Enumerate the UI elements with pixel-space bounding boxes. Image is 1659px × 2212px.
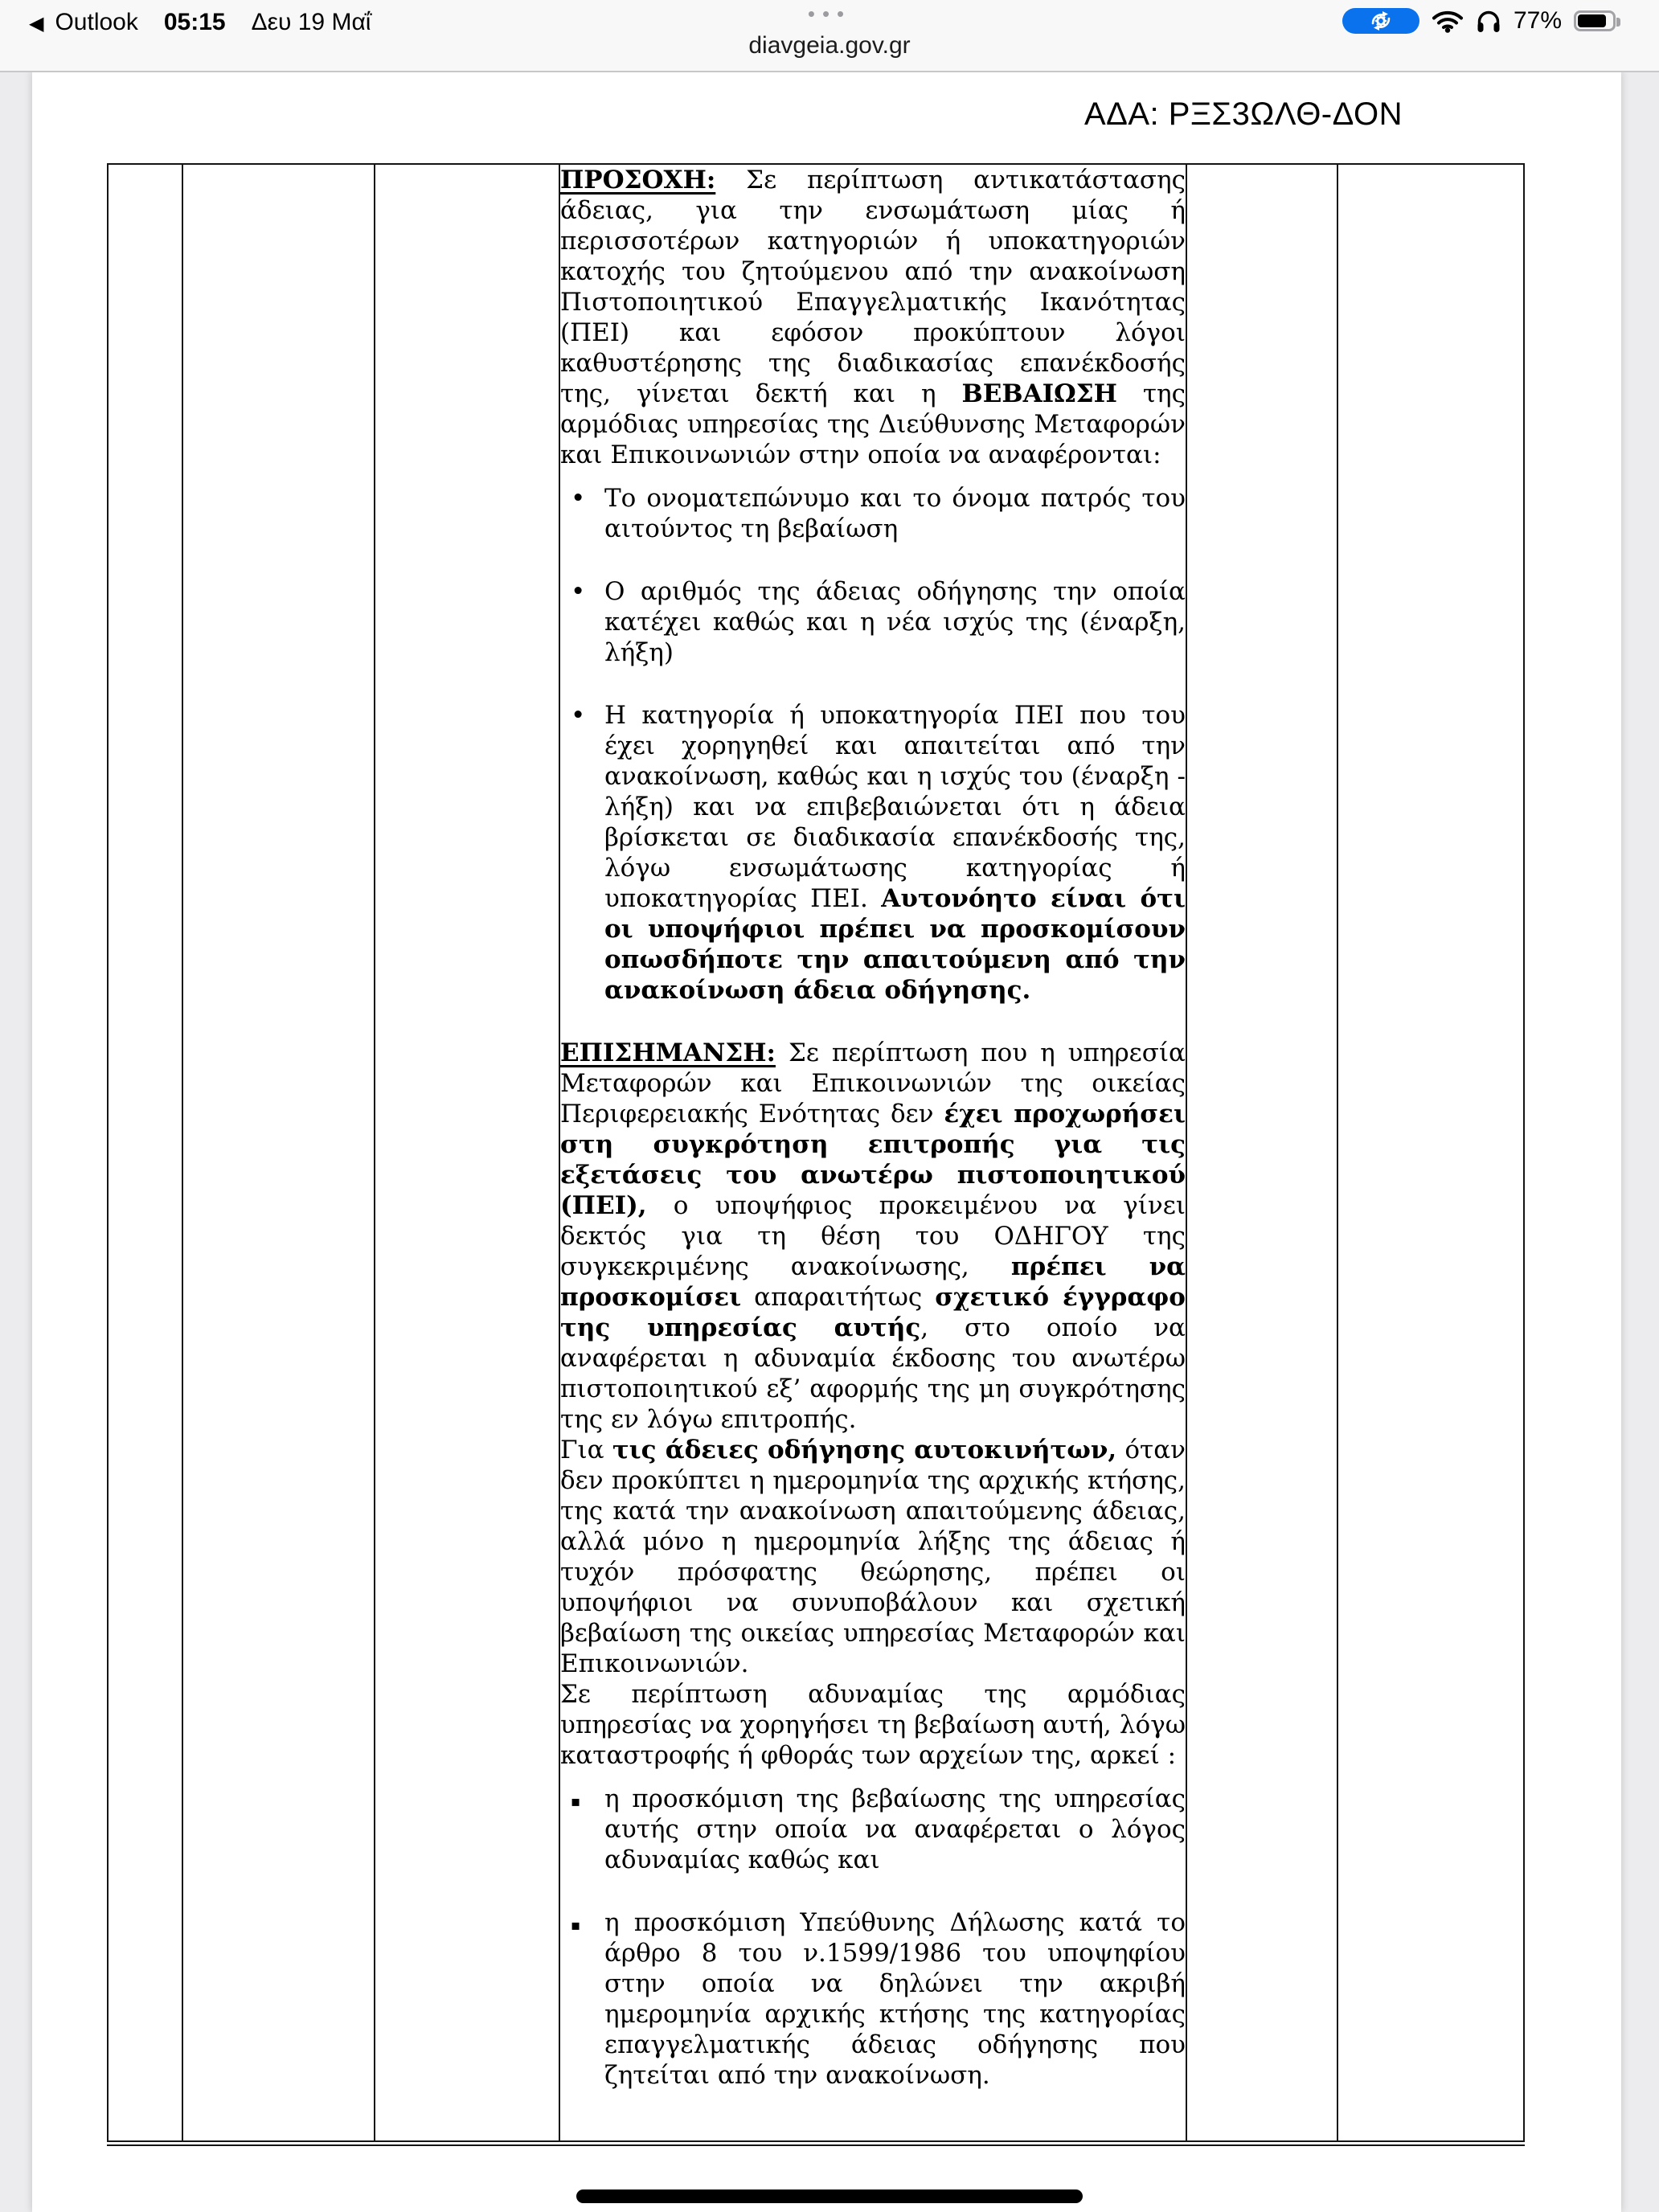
text-segment: Σε περίπτωση αδυναμίας της αρμόδιας υπηρεσίας να χορηγήσει τη βεβαίωση αυτή, λόγω καταστροφής ή φθοράς των αρχείων της, αρκεί :	[560, 1680, 1186, 1770]
empty-cell	[108, 164, 182, 2143]
text-segment: Ο αριθμός της άδειας οδήγησης την οποία κατέχει καθώς και η νέα ισχύς της (έναρξη, λήξη)	[604, 577, 1186, 667]
text-segment: πρέπει να προσκομίσει	[560, 1252, 1186, 1312]
bullet-item	[560, 1907, 1186, 2091]
clock-time: 05:15	[163, 9, 226, 35]
paragraph	[560, 1679, 1186, 1771]
home-indicator[interactable]	[576, 2189, 1083, 2203]
battery-icon	[1574, 10, 1616, 31]
text-segment: έχει προχωρήσει στη συγκρότηση επιτροπής για τις εξετάσεις του ανωτέρω πιστοποιητικού (ΠΕΙ),	[560, 1100, 1186, 1220]
back-app-label: Outlook	[55, 9, 138, 35]
text-segment: η προσκόμιση Υπεύθυνης Δήλωσης κατά το άρθρο 8 του ν.1599/1986 του υποψηφίου στην οποία να δηλώνει την ακριβή ημερομηνία αρχικής κτήσης της κατηγορίας επαγγελματικής άδειας οδήγησης που ζητείται από την ανακοίνωση.	[604, 1908, 1186, 2090]
battery-nub	[1616, 18, 1620, 27]
document-table	[107, 163, 1525, 2146]
text-segment: της αρμόδιας υπηρεσίας της Διεύθυνσης Μεταφορών και Επικοινωνιών στην οποία να αναφέρονται:	[560, 379, 1186, 469]
bullet-marker-icon: •	[571, 701, 586, 730]
wifi-icon	[1432, 9, 1464, 33]
bullet-item	[560, 1784, 1186, 1875]
content-cell	[559, 164, 1186, 2143]
text-segment: ο υποψήφιος προκειμένου να γίνει δεκτός για τη θέση του ΟΔΗΓΟΥ της συγκεκριμένης ανακοίνωσης,	[560, 1191, 1186, 1281]
paragraph	[560, 165, 1186, 470]
pdf-page	[32, 71, 1621, 2212]
address-bar[interactable]: diavgeia.gov.gr	[748, 32, 911, 59]
empty-cell	[375, 164, 559, 2143]
text-segment: Για	[560, 1436, 612, 1464]
bullet-marker-icon: •	[571, 577, 586, 606]
text-segment: ΕΠΙΣΗΜΑΝΣΗ:	[560, 1038, 776, 1067]
text-segment: , στο οποίο να αναφέρεται η αδυναμία έκδοσης του ανωτέρω πιστοποιητικού εξ’ αφορμής της μη συγκρότησης της εν λόγω επιτροπής.	[560, 1313, 1186, 1434]
paragraph	[560, 1435, 1186, 1679]
back-icon: ◀	[29, 12, 44, 35]
text-segment: Η κατηγορία ή υποκατηγορία ΠΕΙ που του έχει χορηγηθεί και απαιτείται από την ανακοίνωση, καθώς και η ισχύς του (έναρξη - λήξη) και να επιβεβαιώνεται ότι η άδεια βρίσκεται σε διαδικασία επανέκδοσής της, λόγω ενσωμάτωσης κατηγορίας ή υποκατηγορίας ΠΕΙ.	[604, 701, 1186, 913]
text-segment: Αυτονόητο είναι ότι οι υποψήφιοι πρέπει να προσκομίσουν οπωσδήποτε την απαιτούμενη από την ανακοίνωση άδεια οδήγησης.	[604, 884, 1186, 1005]
back-to-app-button[interactable]	[29, 8, 371, 37]
text-segment: Σε περίπτωση που η υπηρεσία Μεταφορών και Επικοινωνιών της οικείας Περιφερειακής Ενότητας δεν	[560, 1038, 1186, 1129]
active-status-pill[interactable]	[1342, 8, 1419, 34]
bullet-item	[560, 576, 1186, 668]
text-segment: Σε περίπτωση αντικατάστασης άδειας, για την ενσωμάτωση μίας ή περισσοτέρων κατηγοριών ή υποκατηγοριών κατοχής του ζητούμενου από την ανακοίνωση Πιστοποιητικού Επαγγελματικής Ικανότητας (ΠΕΙ) και εφόσον προκύπτουν λόγοι καθυστέρησης της διαδικασίας επανέκδοσής της, γίνεται δεκτή και η	[560, 166, 1186, 408]
bullet-marker-icon: •	[571, 484, 586, 513]
text-segment: σχετικό έγγραφο της υπηρεσίας αυτής	[560, 1283, 1186, 1342]
bullet-item	[560, 483, 1186, 544]
status-date: Δευ 19 Μαΐ	[251, 9, 371, 35]
bullet-marker-icon: ▪	[571, 1793, 581, 1810]
headphones-icon	[1476, 8, 1501, 34]
table-row	[108, 164, 1524, 2143]
status-icons	[1342, 6, 1616, 35]
empty-cell	[1337, 164, 1524, 2143]
bullet-marker-icon: ▪	[571, 1917, 581, 1934]
browser-chrome	[0, 0, 1659, 72]
bullet-item	[560, 700, 1186, 1006]
text-segment: Το ονοματεπώνυμο και το όνομα πατρός του αιτούντος τη βεβαίωση	[604, 484, 1186, 543]
empty-cell	[1186, 164, 1337, 2143]
text-segment: απαραιτήτως	[741, 1283, 936, 1312]
text-segment: όταν δεν προκύπτει η ημερομηνία της αρχικής κτήσης, της κατά την ανακοίνωση απαιτούμενης άδειας, αλλά μόνο η ημερομηνία λήξης της άδειας ή τυχόν πρόσφατης θεώρησης, πρέπει οι υποψήφιοι να συνυποβάλουν και σχετική βεβαίωση της οικείας υπηρεσίας Μεταφορών και Επικοινωνιών.	[560, 1436, 1186, 1678]
battery-percent-label: 77%	[1513, 7, 1562, 34]
ada-reference-label: ΑΔΑ: ΡΞΣ3ΩΛΘ-ΔΟΝ	[1083, 96, 1403, 132]
text-segment: τις άδειες οδήγησης αυτοκινήτων,	[612, 1436, 1117, 1464]
gear-sync-icon	[1366, 9, 1395, 33]
multitask-dots-indicator[interactable]: •••	[807, 2, 852, 26]
battery-fill	[1578, 14, 1606, 27]
text-segment: η προσκόμιση της βεβαίωσης της υπηρεσίας αυτής στην οποία να αναφέρεται ο λόγος αδυναμίας καθώς και	[604, 1784, 1186, 1874]
empty-cell	[182, 164, 375, 2143]
text-segment: ΒΕΒΑΙΩΣΗ	[961, 379, 1117, 408]
paragraph	[560, 1038, 1186, 1435]
text-segment: ΠΡΟΣΟΧΗ:	[560, 166, 716, 195]
